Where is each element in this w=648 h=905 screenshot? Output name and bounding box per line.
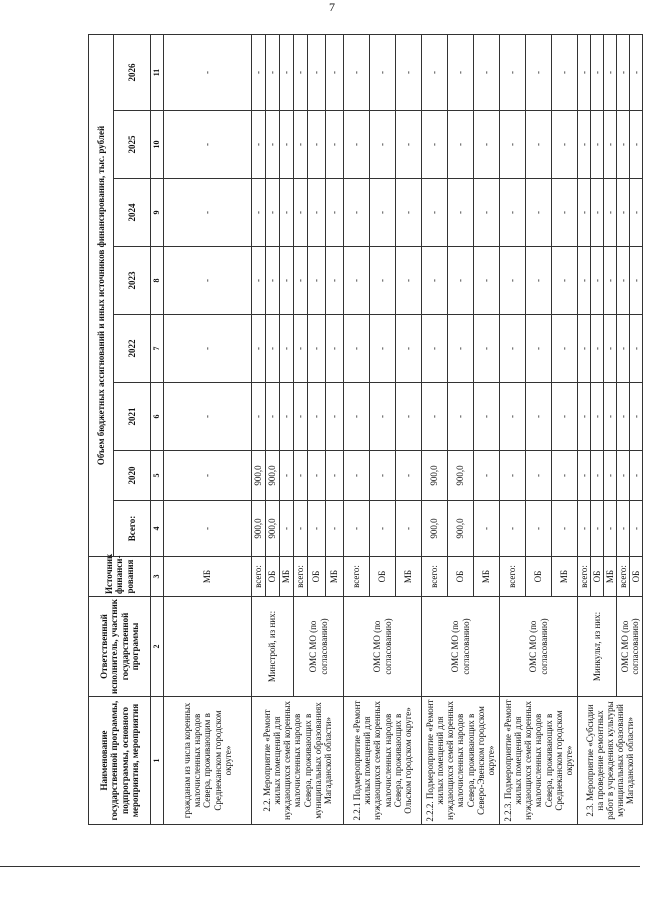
cell-value: -: [308, 179, 326, 247]
cell-value: -: [617, 34, 630, 110]
cell-value: -: [294, 315, 308, 383]
cell-value: -: [252, 111, 266, 179]
cell-value: -: [396, 179, 422, 247]
table-row: [344, 34, 370, 824]
table-row: [422, 34, 448, 824]
cell-value: -: [396, 315, 422, 383]
cell-value: -: [552, 34, 578, 110]
header-year: 2023: [114, 247, 151, 315]
header-year: 2025: [114, 111, 151, 179]
cell-name: 2.2.3. Подмероприятие «Ремонт жилых помещений для нуждающихся семей коренных малочисленных народов Севера, проживающих в Среднеканском городском округе»: [500, 697, 578, 825]
cell-value: -: [526, 315, 552, 383]
table-row: [252, 34, 266, 824]
cell-value: -: [630, 383, 643, 451]
cell-value: -: [526, 111, 552, 179]
cell-value: -: [370, 451, 396, 501]
cell-value: -: [526, 383, 552, 451]
cell-value: 900,0: [266, 501, 280, 557]
cell-value: -: [578, 247, 591, 315]
cell-value: -: [370, 247, 396, 315]
cell-name: 2.3. Мероприятие «Субсидии на проведение ремонтных работ в учреждениях культуры муниципальных образований Магаданской области»: [578, 697, 643, 825]
cell-value: -: [630, 315, 643, 383]
cell-value: -: [617, 247, 630, 315]
cell-value: -: [474, 247, 500, 315]
cell-source: МБ: [396, 557, 422, 597]
cell-value: -: [617, 383, 630, 451]
cell-executor: ОМС МО (по согласованию): [617, 597, 643, 697]
cell-value: -: [252, 34, 266, 110]
cell-value: -: [370, 315, 396, 383]
cell-value: -: [344, 111, 370, 179]
cell-value: -: [474, 501, 500, 557]
cell-value: -: [630, 179, 643, 247]
col-number: 8: [151, 247, 164, 315]
header-year: 2024: [114, 179, 151, 247]
cell-value: -: [266, 179, 280, 247]
col-number: 2: [151, 597, 164, 697]
cell-value: -: [280, 34, 294, 110]
table-row: [500, 34, 526, 824]
cell-source: МБ: [474, 557, 500, 597]
cell-name: 2.2. Мероприятие «Ремонт жилых помещений для нуждающихся семей коренных малочисленных народов Севера, проживающих в муниципальных образованиях Магаданской области»: [252, 697, 344, 825]
cell-source: ОБ: [448, 557, 474, 597]
cell-value: -: [280, 383, 294, 451]
cell-value: -: [326, 247, 344, 315]
col-number: 3: [151, 557, 164, 597]
cell-value: -: [164, 179, 252, 247]
rotated-table-container: [88, 35, 648, 825]
cell-value: -: [500, 179, 526, 247]
cell-value: -: [294, 179, 308, 247]
cell-executor: Минстрой, из них:: [252, 597, 294, 697]
cell-value: -: [266, 383, 280, 451]
cell-value: -: [308, 315, 326, 383]
cell-value: -: [578, 315, 591, 383]
cell-value: -: [294, 451, 308, 501]
cell-value: -: [396, 34, 422, 110]
cell-value: -: [604, 501, 617, 557]
col-number: 9: [151, 179, 164, 247]
header-volume: Объем бюджетных ассигнований и иных источников финансирования, тыс. рублей: [89, 34, 114, 556]
cell-value: -: [294, 247, 308, 315]
cell-value: -: [604, 179, 617, 247]
cell-value: -: [370, 111, 396, 179]
col-number: 1: [151, 697, 164, 825]
cell-value: -: [526, 451, 552, 501]
cell-value: 900,0: [448, 451, 474, 501]
cell-value: -: [422, 34, 448, 110]
cell-value: -: [308, 247, 326, 315]
cell-value: -: [552, 383, 578, 451]
cell-value: -: [604, 383, 617, 451]
cell-value: -: [474, 451, 500, 501]
cell-value: -: [422, 179, 448, 247]
cell-source: всего:: [422, 557, 448, 597]
cell-value: -: [396, 247, 422, 315]
header-total: Всего:: [114, 501, 151, 557]
cell-value: -: [326, 179, 344, 247]
cell-value: -: [252, 315, 266, 383]
cell-source: ОБ: [370, 557, 396, 597]
cell-value: -: [591, 451, 604, 501]
col-number: 7: [151, 315, 164, 383]
cell-value: -: [344, 34, 370, 110]
cell-value: -: [448, 179, 474, 247]
cell-value: -: [591, 34, 604, 110]
cell-value: -: [500, 383, 526, 451]
cell-value: -: [630, 451, 643, 501]
cell-value: -: [526, 34, 552, 110]
cell-value: -: [552, 111, 578, 179]
cell-value: -: [448, 111, 474, 179]
cell-source: всего:: [344, 557, 370, 597]
cell-value: -: [552, 179, 578, 247]
header-year: 2020: [114, 451, 151, 501]
cell-value: -: [591, 315, 604, 383]
col-number: 11: [151, 34, 164, 110]
cell-value: -: [604, 34, 617, 110]
cell-value: -: [344, 501, 370, 557]
header-year: 2022: [114, 315, 151, 383]
cell-value: -: [344, 315, 370, 383]
cell-executor: ОМС МО (по согласованию): [500, 597, 578, 697]
cell-name: 2.2.2. Подмероприятие «Ремонт жилых помещений для нуждающихся семей коренных малочисленных народов Севера, проживающих в Северо-Эвенском городском округе»: [422, 697, 500, 825]
cell-value: -: [396, 383, 422, 451]
cell-value: -: [500, 34, 526, 110]
cell-value: -: [422, 247, 448, 315]
col-number: 4: [151, 501, 164, 557]
cell-value: -: [252, 383, 266, 451]
cell-value: -: [448, 247, 474, 315]
cell-value: -: [252, 179, 266, 247]
col-number: 10: [151, 111, 164, 179]
cell-value: -: [326, 383, 344, 451]
cell-source: МБ: [552, 557, 578, 597]
cell-value: -: [500, 451, 526, 501]
table-body: [164, 34, 643, 824]
cell-value: -: [164, 247, 252, 315]
cell-value: -: [164, 501, 252, 557]
cell-value: -: [617, 501, 630, 557]
cell-value: 900,0: [252, 451, 266, 501]
cell-value: -: [370, 34, 396, 110]
cell-value: -: [266, 34, 280, 110]
cell-source: всего:: [252, 557, 266, 597]
cell-value: 900,0: [252, 501, 266, 557]
cell-value: -: [500, 247, 526, 315]
cell-source: МБ: [604, 557, 617, 597]
cell-value: -: [578, 34, 591, 110]
cell-value: -: [370, 501, 396, 557]
cell-source: МБ: [326, 557, 344, 597]
cell-value: 900,0: [266, 451, 280, 501]
cell-value: -: [294, 501, 308, 557]
cell-value: -: [308, 111, 326, 179]
cell-value: -: [266, 247, 280, 315]
cell-value: -: [164, 451, 252, 501]
cell-value: -: [604, 111, 617, 179]
cell-executor: Минкульт, из них:: [578, 597, 617, 697]
cell-value: -: [591, 179, 604, 247]
cell-executor: ОМС МО (по согласованию): [294, 597, 344, 697]
cell-value: -: [630, 501, 643, 557]
header-source: Источник финанси-рования: [89, 557, 151, 597]
cell-value: -: [630, 111, 643, 179]
cell-value: -: [448, 315, 474, 383]
cell-source: МБ: [164, 557, 252, 597]
cell-value: -: [500, 111, 526, 179]
cell-value: -: [294, 383, 308, 451]
cell-value: -: [326, 315, 344, 383]
cell-value: -: [370, 179, 396, 247]
cell-value: -: [604, 451, 617, 501]
cell-value: -: [308, 501, 326, 557]
cell-source: всего:: [617, 557, 630, 597]
cell-value: -: [280, 247, 294, 315]
cell-value: -: [422, 383, 448, 451]
header-executor: Ответственный исполнитель, участник государственной программы: [89, 597, 151, 697]
cell-value: -: [266, 315, 280, 383]
cell-value: -: [308, 383, 326, 451]
cell-value: -: [344, 451, 370, 501]
cell-value: -: [474, 34, 500, 110]
cell-value: -: [630, 34, 643, 110]
cell-value: -: [591, 501, 604, 557]
cell-value: -: [164, 315, 252, 383]
cell-value: -: [164, 383, 252, 451]
col-number: 5: [151, 451, 164, 501]
cell-name: 2.2.1 Подмероприятие «Ремонт жилых помещений для нуждающихся семей коренных малочисленных народов Севера, проживающих в Ольском городском округе»: [344, 697, 422, 825]
cell-value: -: [266, 111, 280, 179]
cell-value: -: [604, 247, 617, 315]
cell-value: -: [578, 451, 591, 501]
cell-source: МБ: [280, 557, 294, 597]
cell-value: -: [617, 451, 630, 501]
cell-executor: ОМС МО (по согласованию): [344, 597, 422, 697]
cell-value: -: [552, 501, 578, 557]
cell-value: -: [630, 247, 643, 315]
cell-value: -: [526, 247, 552, 315]
cell-value: -: [344, 247, 370, 315]
cell-value: -: [578, 383, 591, 451]
cell-value: -: [578, 179, 591, 247]
cell-value: 900,0: [448, 501, 474, 557]
table-row: [164, 34, 252, 824]
cell-value: -: [280, 111, 294, 179]
cell-value: -: [552, 451, 578, 501]
header-name: Наименование государственной программы, подпрограммы, основного мероприятия, мероприятия: [89, 697, 151, 825]
cell-value: -: [164, 111, 252, 179]
cell-value: -: [280, 501, 294, 557]
cell-source: ОБ: [591, 557, 604, 597]
cell-source: ОБ: [630, 557, 643, 597]
table-row: [578, 34, 591, 824]
cell-value: -: [617, 179, 630, 247]
cell-value: -: [308, 34, 326, 110]
cell-value: -: [164, 34, 252, 110]
cell-value: -: [396, 501, 422, 557]
cell-value: -: [280, 315, 294, 383]
cell-value: -: [500, 315, 526, 383]
cell-value: -: [294, 111, 308, 179]
cell-value: -: [448, 34, 474, 110]
cell-value: -: [591, 111, 604, 179]
cell-value: -: [604, 315, 617, 383]
cell-value: -: [326, 451, 344, 501]
cell-value: -: [578, 111, 591, 179]
cell-source: ОБ: [266, 557, 280, 597]
cell-value: 900,0: [422, 451, 448, 501]
cell-value: -: [344, 179, 370, 247]
cell-value: -: [396, 451, 422, 501]
cell-source: всего:: [294, 557, 308, 597]
cell-value: -: [422, 315, 448, 383]
cell-value: -: [526, 179, 552, 247]
cell-value: -: [578, 501, 591, 557]
cell-source: всего:: [500, 557, 526, 597]
cell-source: ОБ: [526, 557, 552, 597]
cell-executor: ОМС МО (по согласованию): [422, 597, 500, 697]
cell-value: -: [326, 34, 344, 110]
cell-value: -: [617, 111, 630, 179]
cell-value: -: [474, 179, 500, 247]
cell-value: -: [308, 451, 326, 501]
cell-value: -: [422, 111, 448, 179]
cell-value: -: [552, 247, 578, 315]
cell-value: -: [326, 501, 344, 557]
cell-value: -: [591, 247, 604, 315]
cell-value: -: [294, 34, 308, 110]
cell-value: -: [591, 383, 604, 451]
header-year: 2021: [114, 383, 151, 451]
cell-value: -: [617, 315, 630, 383]
cell-value: 900,0: [422, 501, 448, 557]
cell-value: -: [526, 501, 552, 557]
cell-value: -: [396, 111, 422, 179]
cell-value: -: [326, 111, 344, 179]
page-bottom-rule: [0, 866, 640, 867]
cell-source: ОБ: [308, 557, 326, 597]
cell-executor: [164, 597, 252, 697]
cell-source: всего:: [578, 557, 591, 597]
header-year: 2026: [114, 34, 151, 110]
cell-value: -: [252, 247, 266, 315]
cell-value: -: [474, 111, 500, 179]
cell-name: гражданам из числа коренных малочисленных народов Севера, проживающим в Среднеканском городском округе»: [164, 697, 252, 825]
col-number: 6: [151, 383, 164, 451]
cell-value: -: [474, 315, 500, 383]
financing-table: [88, 34, 643, 825]
cell-value: -: [344, 383, 370, 451]
page-number: 7: [329, 0, 335, 14]
cell-value: -: [280, 179, 294, 247]
cell-value: -: [370, 383, 396, 451]
cell-value: -: [500, 501, 526, 557]
cell-value: -: [280, 451, 294, 501]
cell-value: -: [552, 315, 578, 383]
cell-value: -: [474, 383, 500, 451]
cell-value: -: [448, 383, 474, 451]
